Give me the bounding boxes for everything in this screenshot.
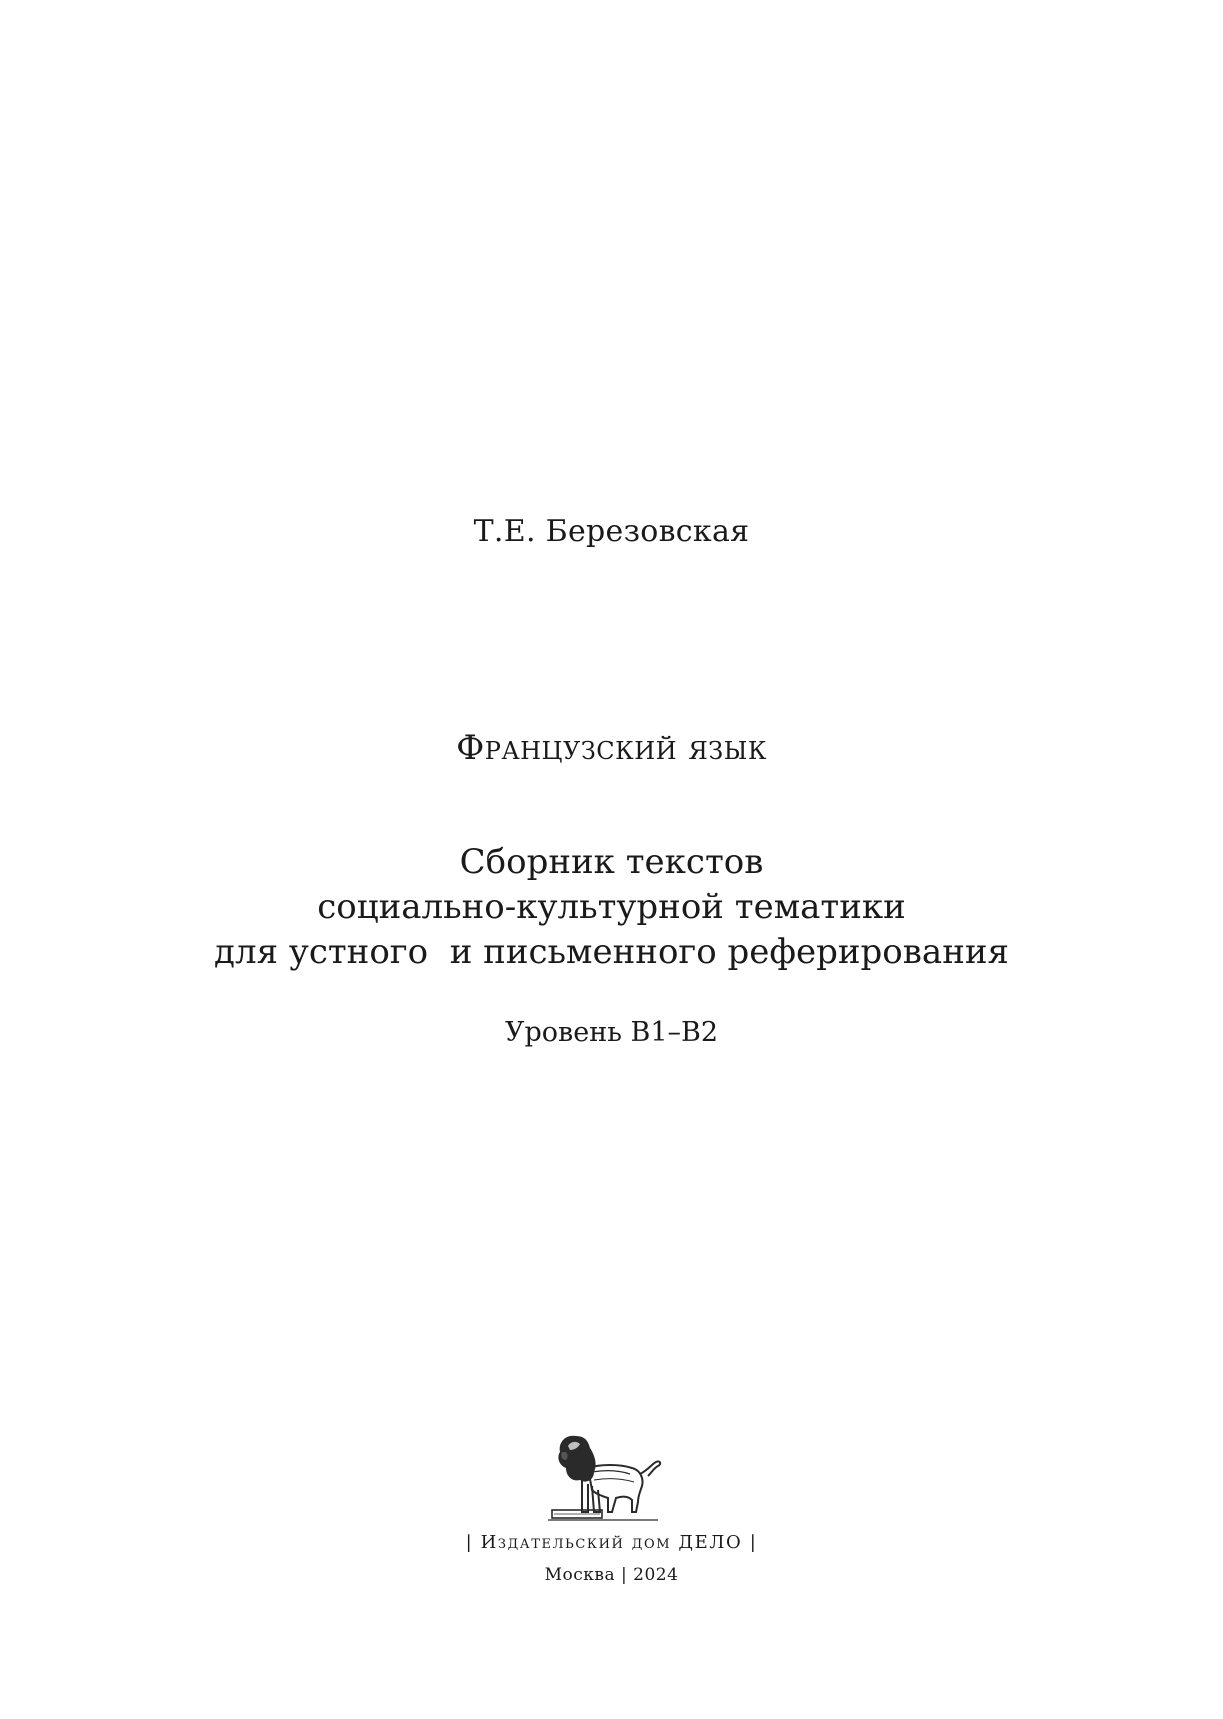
subtitle-line-3: для устного и письменного реферирования <box>214 932 1009 972</box>
author-name: Т.Е. Березовская <box>473 514 750 549</box>
publisher-name: | Издательский дом ДЕЛО | <box>465 1532 758 1553</box>
subtitle-line-1: Сборник текстов <box>459 842 764 882</box>
lion-icon <box>548 1428 668 1524</box>
subtitle-line-2: социально-культурной тематики <box>317 887 906 927</box>
publisher-city-year: Москва | 2024 <box>544 1565 679 1585</box>
level-label: Уровень B1–B2 <box>504 1017 719 1048</box>
book-title: Французский язык <box>456 728 767 768</box>
